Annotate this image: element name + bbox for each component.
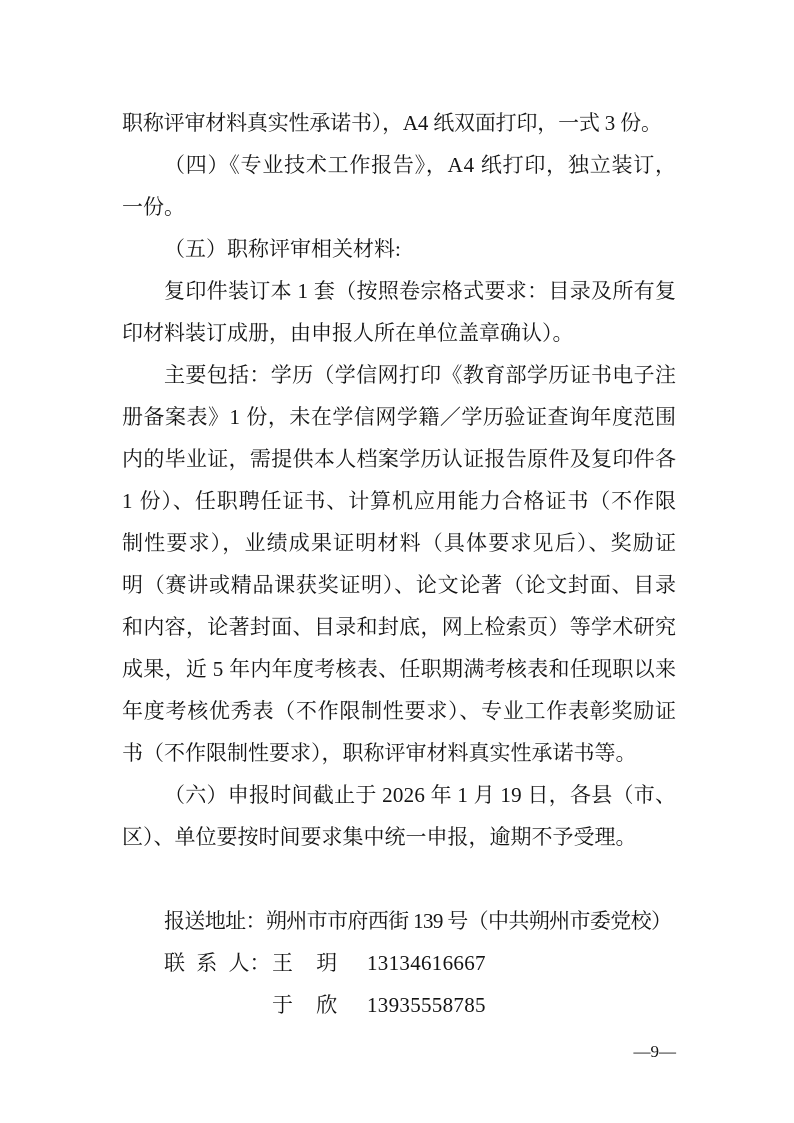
line-text: 内的毕业证，需提供本人档案学历认证报告原件及复印件各	[122, 447, 677, 471]
line-text: 制性要求），业绩成果证明材料（具体要求见后）、奖励证	[122, 531, 678, 555]
body-line	[122, 732, 678, 774]
body-line	[122, 354, 678, 396]
line-text: 主要包括：学历（学信网打印《教育部学历证书电子注	[164, 363, 677, 387]
contact-name: 于 欣	[272, 993, 338, 1017]
paragraph-item-5	[122, 228, 678, 270]
contact-label: 联 系 人：	[164, 951, 271, 975]
body-line	[122, 396, 678, 438]
body-line	[122, 312, 678, 354]
body-line	[122, 690, 678, 732]
paragraph-copies	[122, 270, 678, 354]
address-value: 朔州市市府西街 139 号（中共朔州市委党校）	[265, 909, 672, 933]
body-line	[122, 480, 678, 522]
paragraph-item-6	[122, 774, 678, 858]
address-label: 报送地址：	[164, 909, 266, 933]
line-text: 1 份）、任职聘任证书、计算机应用能力合格证书（不作限	[122, 489, 677, 513]
body-line	[122, 648, 678, 690]
line-text: 区）、单位要按时间要求集中统一申报，逾期不予受理。	[122, 825, 637, 849]
body-line	[122, 186, 678, 228]
body-line	[122, 438, 678, 480]
body-line	[122, 606, 678, 648]
line-text: （五）职称评审相关材料:	[164, 237, 401, 261]
address-line	[122, 900, 678, 942]
body-line	[122, 564, 678, 606]
line-text: 册备案表》1 份，未在学信网学籍／学历验证查询年度范围	[122, 405, 677, 429]
contact-name: 王 玥	[272, 951, 338, 975]
address-text	[164, 909, 671, 933]
page-number: —9—	[633, 1042, 676, 1061]
line-text: 印材料装订成册，由申报人所在单位盖章确认）。	[122, 321, 574, 345]
paragraph-continuation	[122, 102, 678, 144]
line-text: 书（不作限制性要求），职称评审材料真实性承诺书等。	[122, 741, 637, 765]
line-text: 成果，近 5 年内年度考核表、任职期满考核表和任现职以来	[122, 657, 677, 681]
line-text: 和内容，论著封面、目录和封底，网上检索页）等学术研究	[122, 615, 677, 639]
body-line	[122, 774, 678, 816]
body-line	[122, 270, 678, 312]
contact-row	[122, 984, 678, 1026]
line-text: 职称评审材料真实性承诺书），A4 纸双面打印，一式 3 份。	[122, 111, 662, 135]
blank-line	[122, 858, 678, 900]
line-text: （四）《专业技术工作报告》，A4 纸打印，独立装订，	[164, 153, 677, 177]
line-text: （六）申报时间截止于 2026 年 1 月 19 日，各县（市、	[164, 783, 677, 807]
document-body	[122, 102, 678, 1026]
contact-phone: 13935558785	[367, 993, 486, 1017]
body-line	[122, 228, 678, 270]
body-line	[122, 816, 678, 858]
line-text: 年度考核优秀表（不作限制性要求）、专业工作表彰奖励证	[122, 699, 677, 723]
paragraph-main-contents	[122, 354, 678, 774]
contact-phone: 13134616667	[367, 951, 486, 975]
line-text: 复印件装订本 1 套（按照卷宗格式要求：目录及所有复	[164, 279, 677, 303]
body-line	[122, 522, 678, 564]
body-line	[122, 102, 678, 144]
line-text: 一份。	[122, 195, 185, 219]
contact-row	[122, 942, 678, 984]
paragraph-item-4	[122, 144, 678, 228]
body-line	[122, 144, 678, 186]
line-text: 明（赛讲或精品课获奖证明）、论文论著（论文封面、目录	[122, 573, 677, 597]
